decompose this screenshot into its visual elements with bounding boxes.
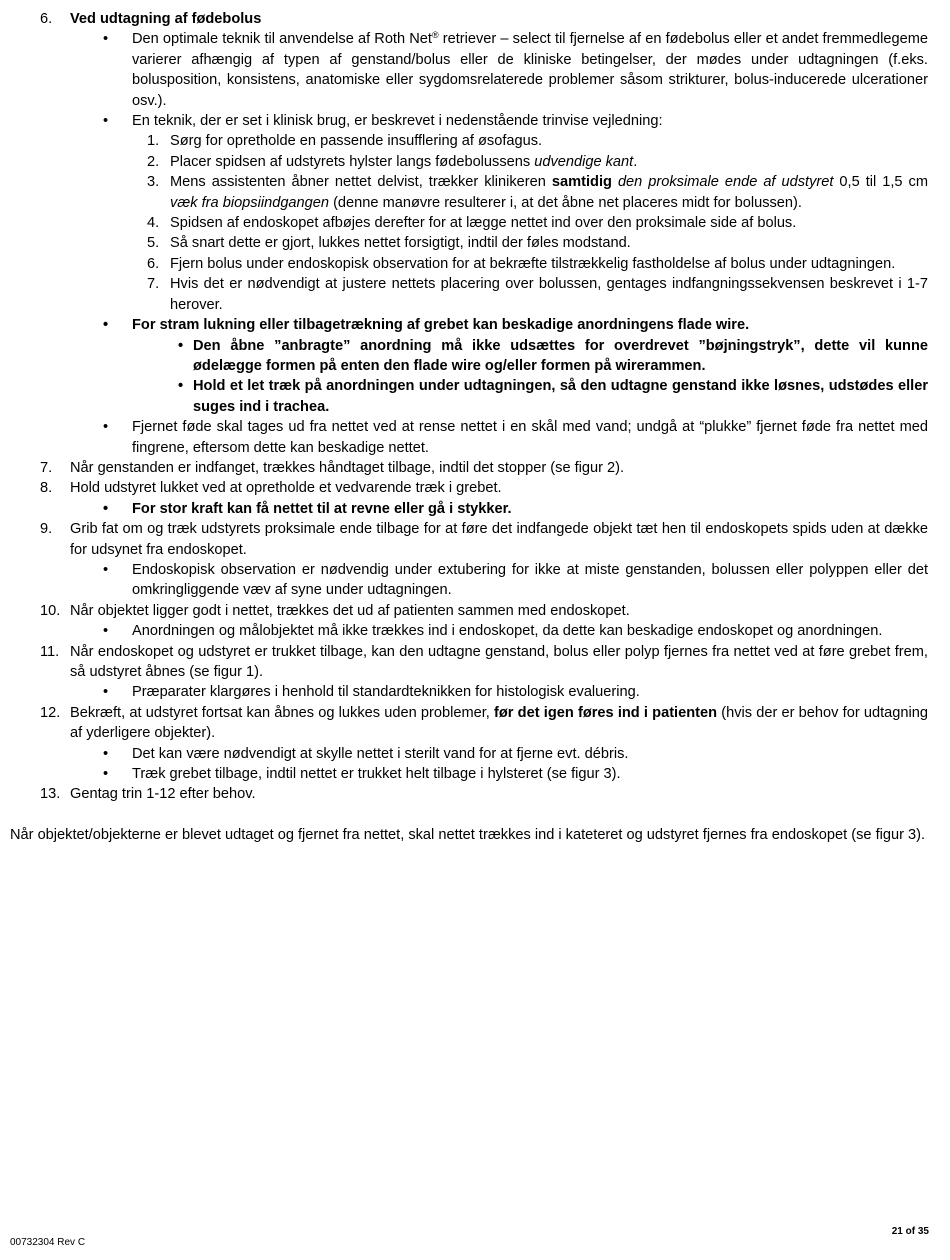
instructions-body bbox=[10, 9, 928, 845]
warning-bullet: • For stram lukning eller tilbagetrækning af grebet kan beskadige anordningens flade wire. bbox=[10, 315, 928, 335]
bullet-item: • Det kan være nødvendigt at skylle nettet i sterilt vand for at fjerne evt. débris. bbox=[10, 744, 928, 764]
bullet-icon: • bbox=[103, 419, 109, 436]
substep-2: 2. Placer spidsen af udstyrets hylster langs fødebolussens udvendige kant. bbox=[10, 152, 928, 172]
section-heading: Ved udtagning af fødebolus bbox=[70, 11, 262, 27]
bullet-icon: • bbox=[103, 623, 109, 640]
substep-3: 3. Mens assistenten åbner nettet delvist, trækker klinikeren samtidig den proksimale ende af udstyret 0,5 til 1,5 cm væk fra biopsiindgangen (denne manøvre resulterer i, at det åbne net placeres midt for bolussen). bbox=[147, 174, 929, 211]
closing-paragraph: Når objektet/objekterne er blevet udtaget og fjernet fra nettet, skal nettet trækkes ind i kateteret og udstyret fjernes fra endoskopet (se figur 3). bbox=[10, 826, 926, 843]
bullet-icon: • bbox=[103, 745, 109, 762]
document-number: 00732304 Rev C bbox=[10, 1237, 86, 1248]
substep-4: 4. Spidsen af endoskopet afbøjes derefter for at lægge nettet ind over den proksimale side af bolus. bbox=[10, 213, 928, 233]
bullet-icon: • bbox=[103, 317, 109, 334]
step-number: 7. bbox=[40, 459, 53, 476]
step-11: 11. Når endoskopet og udstyret er trukket tilbage, kan den udtagne genstand, bolus eller polyp fjernes fra nettet ved at føre grebet frem, så udstyret åbnes (se figur 1). bbox=[40, 643, 928, 680]
step-number: 12. bbox=[40, 704, 61, 721]
bullet-item: • Den optimale teknik til anvendelse af Roth Net® retriever – select til fjernelse af en fødebolus eller et andet fremmedlegeme varierer afhængig af typen af genstand/bolus eller de kliniske betingelser, der mødes under udtagningen (f.eks. bolusposition, konsistens, anatomiske eller sygdomsrelaterede problemer såsom strikturer, bolus-inducerede ulcerationer osv.). bbox=[103, 30, 928, 109]
bullet-icon: • bbox=[103, 31, 109, 48]
bullet-icon: • bbox=[103, 684, 109, 701]
substep-number: 1. bbox=[147, 133, 160, 150]
step-number: 8. bbox=[40, 480, 53, 497]
warning-bullet: • For stor kraft kan få nettet til at revne eller gå i stykker. bbox=[10, 499, 928, 519]
warning-subbullet: • Hold et let træk på anordningen under udtagningen, så den udtagne genstand ikke løsnes, udstødes eller suges ind i trachea. bbox=[178, 378, 928, 415]
substep-number: 3. bbox=[147, 174, 160, 191]
bullet-item: • Træk grebet tilbage, indtil nettet er trukket helt tilbage i hylsteret (se figur 3). bbox=[10, 764, 928, 784]
substep-number: 7. bbox=[147, 276, 160, 293]
warning-subbullet: • Den åbne ”anbragte” anordning må ikke udsættes for overdrevet ”bøjningstryk”, dette vil kunne ødelægge formen på enten den flade wire og/eller formen på wirerammen. bbox=[178, 337, 928, 374]
substep-number: 2. bbox=[147, 153, 160, 170]
bullet-icon: • bbox=[178, 378, 184, 395]
step-number: 6. bbox=[40, 11, 53, 27]
step-13: 13. Gentag trin 1-12 efter behov. bbox=[10, 784, 928, 804]
step-8: 8. Hold udstyret lukket ved at opretholde et vedvarende træk i grebet. bbox=[10, 478, 928, 498]
step-7: 7. Når genstanden er indfanget, trækkes håndtaget tilbage, indtil det stopper (se figur 2). bbox=[10, 458, 928, 478]
bullet-item: • Fjernet føde skal tages ud fra nettet ved at rense nettet i en skål med vand; undgå at “plukke” fjernet føde fra nettet med fingrene, eftersom dette kan beskadige nettet. bbox=[103, 419, 928, 456]
page-number: 21 of 35 bbox=[891, 1226, 929, 1237]
bullet-item: • Præparater klargøres i henhold til standardteknikken for histologisk evaluering. bbox=[10, 682, 928, 702]
step-number: 11. bbox=[40, 643, 60, 660]
step-number: 10. bbox=[40, 602, 61, 619]
bullet-icon: • bbox=[178, 337, 184, 354]
bullet-item: • Anordningen og målobjektet må ikke trækkes ind i endoskopet, da dette kan beskadige endoskopet og anordningen. bbox=[10, 621, 928, 641]
bullet-item: • Endoskopisk observation er nødvendig under extubering for ikke at miste genstanden, bolussen eller polyppen eller det omkringliggende væv af syne under udtagningen. bbox=[103, 561, 928, 599]
bullet-item: • En teknik, der er set i klinisk brug, er beskrevet i nedenstående trinvise vejledning: bbox=[10, 111, 928, 131]
bullet-icon: • bbox=[103, 113, 109, 130]
bullet-icon: • bbox=[103, 500, 109, 517]
step-10: 10. Når objektet ligger godt i nettet, trækkes det ud af patienten sammen med endoskopet. bbox=[10, 601, 928, 621]
step-9: 9. Grib fat om og træk udstyrets proksimale ende tilbage for at føre det indfangede objekt tæt hen til endoskopets spids uden at dække for udsynet fra endoskopet. bbox=[40, 521, 928, 558]
substep-6: 6. Fjern bolus under endoskopisk observation for at bekræfte tilstrækkelig fastholdelse af bolus under udtagningen. bbox=[10, 254, 928, 274]
bullet-icon: • bbox=[103, 766, 109, 783]
substep-number: 6. bbox=[147, 255, 160, 272]
substep-number: 5. bbox=[147, 235, 160, 252]
bullet-icon: • bbox=[103, 561, 109, 578]
substep-number: 4. bbox=[147, 215, 160, 232]
step-number: 9. bbox=[40, 521, 53, 538]
step-12: 12. Bekræft, at udstyret fortsat kan åbnes og lukkes uden problemer, før det igen føres ind i patienten (hvis der er behov for udtagning af yderligere objekter). bbox=[40, 704, 928, 742]
substep-1: 1. Sørg for opretholde en passende insufflering af øsofagus. bbox=[10, 131, 928, 151]
substep-5: 5. Så snart dette er gjort, lukkes nettet forsigtigt, indtil der føles modstand. bbox=[10, 233, 928, 253]
substep-7: 7. Hvis det er nødvendigt at justere nettets placering over bolussen, gentages indfangningssekvensen beskrevet i 1-7 herover. bbox=[147, 276, 928, 313]
step-6 bbox=[10, 9, 928, 29]
step-number: 13. bbox=[40, 786, 61, 803]
registered-mark: ® bbox=[431, 30, 439, 41]
